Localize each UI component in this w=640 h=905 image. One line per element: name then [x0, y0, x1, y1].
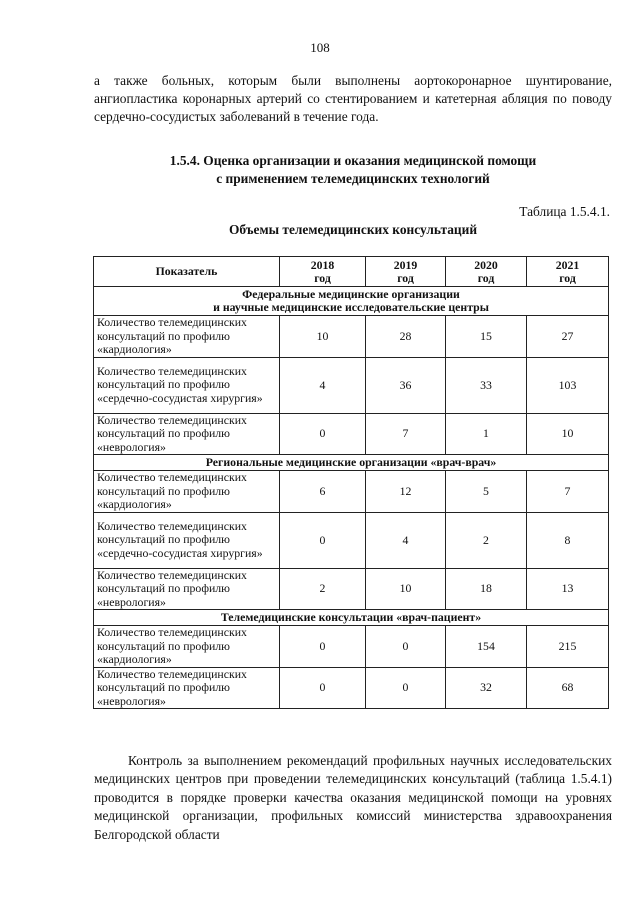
cell-value: 7	[527, 471, 609, 513]
intro-paragraph: а также больных, которым были выполнены аортокоронарное шунтирование, ангиопластика коронарных артерий со стентированием и катетерная абляция по поводу сердечно-сосудистых заболеваний в течение года.	[94, 73, 612, 124]
row-indicator: Количество телемедицинских консультаций по профилю «кардиология»	[94, 471, 280, 513]
cell-value: 10	[366, 568, 446, 610]
table-row	[94, 512, 609, 568]
group-title-federal	[94, 287, 609, 316]
header-year	[527, 257, 609, 287]
group-title-line-2: и научные медицинские исследовательские центры	[213, 300, 489, 314]
table-number: Таблица 1.5.4.1.	[519, 204, 610, 219]
cell-value: 7	[366, 413, 446, 455]
cell-value: 0	[366, 667, 446, 709]
cell-value: 32	[446, 667, 527, 709]
cell-value: 215	[527, 626, 609, 668]
table-title: Объемы телемедицинских консультаций	[228, 222, 478, 237]
header-year	[366, 257, 446, 287]
cell-value: 36	[366, 357, 446, 413]
row-indicator: Количество телемедицинских консультаций по профилю «неврология»	[94, 568, 280, 610]
cell-value: 10	[527, 413, 609, 455]
cell-value: 68	[527, 667, 609, 709]
group-title-regional: Региональные медицинские организации «врач-врач»	[94, 455, 609, 471]
row-indicator: Количество телемедицинских консультаций по профилю «кардиология»	[94, 316, 280, 358]
cell-value: 0	[280, 413, 366, 455]
group-header-row	[94, 287, 609, 316]
cell-value: 12	[366, 471, 446, 513]
group-title-line-1: Федеральные медицинские организации	[242, 287, 460, 301]
header-year-unit: год	[477, 270, 495, 285]
cell-value: 27	[527, 316, 609, 358]
cell-value: 0	[280, 626, 366, 668]
section-title	[94, 152, 612, 188]
cell-value: 10	[280, 316, 366, 358]
cell-value: 154	[446, 626, 527, 668]
consultations-table	[93, 256, 609, 709]
cell-value: 103	[527, 357, 609, 413]
table-row	[94, 316, 609, 358]
cell-value: 8	[527, 512, 609, 568]
header-year-value: 2020	[474, 257, 498, 272]
header-year-unit: год	[314, 270, 331, 285]
header-year	[280, 257, 366, 287]
header-year-unit: год	[559, 270, 576, 285]
header-year-unit: год	[397, 270, 414, 285]
row-indicator: Количество телемедицинских консультаций по профилю «сердечно-сосудистая хирургия»	[94, 357, 280, 413]
header-year-value: 2019	[393, 257, 418, 272]
table-row	[94, 357, 609, 413]
section-title-line-2: с применением телемедицинских технологий	[216, 171, 490, 186]
cell-value: 6	[280, 471, 366, 513]
cell-value: 0	[280, 512, 366, 568]
table-row	[94, 626, 609, 668]
group-header-row	[94, 455, 609, 471]
cell-value: 5	[446, 471, 527, 513]
header-year-value: 2018	[310, 257, 335, 272]
table-row	[94, 667, 609, 709]
section-title-line-1: 1.5.4. Оценка организации и оказания медицинской помощи	[169, 153, 537, 168]
table-row	[94, 471, 609, 513]
cell-value: 4	[280, 357, 366, 413]
cell-value: 13	[527, 568, 609, 610]
cell-value: 4	[366, 512, 446, 568]
group-title-patient: Телемедицинские консультации «врач-пациент»	[94, 610, 609, 626]
cell-value: 15	[446, 316, 527, 358]
header-year	[446, 257, 527, 287]
group-header-row	[94, 610, 609, 626]
cell-value: 18	[446, 568, 527, 610]
cell-value: 0	[280, 667, 366, 709]
cell-value: 0	[366, 626, 446, 668]
cell-value: 2	[446, 512, 527, 568]
header-indicator: Показатель	[94, 257, 280, 287]
table-header-row	[94, 257, 609, 287]
row-indicator: Количество телемедицинских консультаций по профилю «сердечно-сосудистая хирургия»	[94, 512, 280, 568]
cell-value: 2	[280, 568, 366, 610]
row-indicator: Количество телемедицинских консультаций по профилю «неврология»	[94, 413, 280, 455]
header-year-value: 2021	[555, 257, 580, 272]
row-indicator: Количество телемедицинских консультаций по профилю «кардиология»	[94, 626, 280, 668]
cell-value: 33	[446, 357, 527, 413]
row-indicator: Количество телемедицинских консультаций по профилю «неврология»	[94, 667, 280, 709]
table-row	[94, 568, 609, 610]
outro-paragraph: Контроль за выполнением рекомендаций профильных научных исследовательских медицинских центров при проведении телемедицинских консультаций (таблица 1.5.4.1) проводится в порядке проверки качества оказания медицинской помощи на уровнях медицинской организации, профильных комиссий министерства здравоохранения Белгородской области	[94, 753, 612, 842]
page-number: 108	[310, 40, 330, 55]
cell-value: 1	[446, 413, 527, 455]
table-row	[94, 413, 609, 455]
cell-value: 28	[366, 316, 446, 358]
